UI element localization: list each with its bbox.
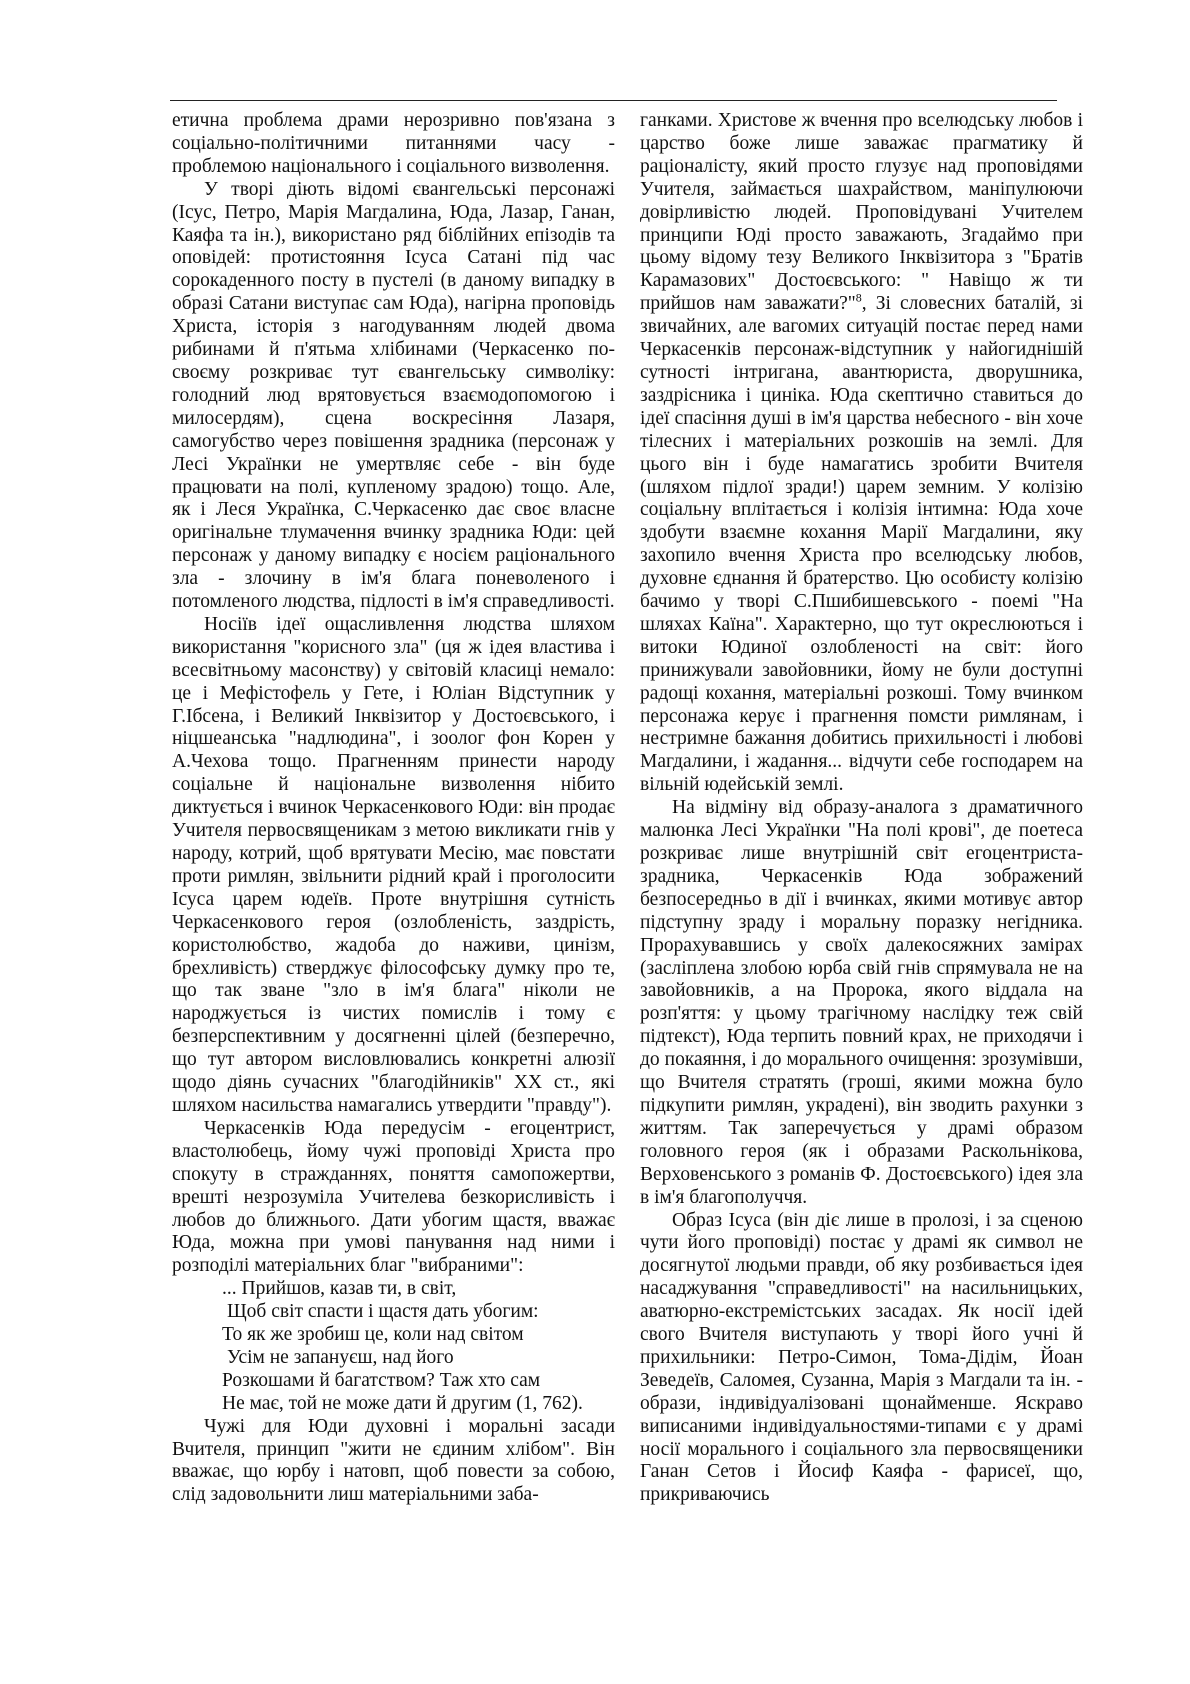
paragraph: [640, 110, 1083, 797]
verse-line: Усім не запануєш, над його: [227, 1346, 454, 1368]
verse-quote: [222, 1278, 615, 1415]
paragraph: Образ Ісуса (він діє лише в пролозі, і за сценою чути його проповіді) постає у драмі як символ не досягнутої людьми правди, об яку розбивається ідея насаджування "справедливості" на насильницьких, аватюрно-екстремістських засадах. Як носії ідей свого Вчителя виступають у творі його учні й прихильники: Петро-Симон, Тома-Дідім, Йоан Зеведеїв, Саломея, Сузанна, Марія з Магдали та ін. - образи, індивідуалізовані щонайменше. Яскраво виписаними індивідуальностями-типами є у драмі носії морального і соціального зла первосвященики Ганан Сетов і Йосиф Каяфа - фарисеї, що, прикриваючись: [640, 1209, 1083, 1506]
paragraph-text: , Зі словесних баталій, зі звичайних, але вагомих ситуацій постає перед нами Черкасенків персонаж-відступник у найогиднішій сутності інтригана, авантюриста, дворушника, заздрісника і циніка. Юда скептично ставиться до ідеї спасіння душі в ім'я царства небесного - він хоче тілесних і матеріальних розкошів на землі. Для цього він і буде намагатись зробити Вчителя (шляхом підлої зради!) царем земним. У колізію соціальну вплітається і колізія інтимна: Юда хоче здобути взаємне кохання Марії Магдалини, яку захопило вчення Христа про вселюдську любов, духовне єднання й братерство. Цю особисту колізію бачимо у творі С.Пшибишевського - поемі "На шляхах Каїна". Характерно, що тут окреслюються і витоки Юдиної озлобленості на світ: його принижували завойовники, йому не були доступні радощі кохання, матеріальні розкоші. Тому вчинком персонажа керує і прагнення помсти римлянам, і нестримне бажання добитись прихильності і любові Магдалини, і жадання... відчути себе господарем на вільній юдейській землі.: [640, 293, 1083, 796]
paragraph: Чужі для Юди духовні і моральні засади Вчителя, принцип "жити не єдиним хлібом". Він вважає, що юрбу і натовп, щоб повести за собою, слід задовольнити лиш матеріальними заба-: [172, 1415, 615, 1506]
paragraph: Носіїв ідеї ощасливлення людства шляхом використання "корисного зла" (ця ж ідея властива і всесвітньому масонству) у світовій класиці немало: це і Мефістофель у Гете, і Юліан Відступник у Г.Ібсена, і Великий Інквізитор у Достоєвського, і ніцшеанська "надлюдина", і зоолог фон Корен у А.Чехова тощо. Прагненням принести народу соціальне й національне визволення нібито диктується і вчинок Черкасенкового Юди: він продає Учителя первосвященикам з метою викликати гнів у народу, котрий, щоб врятувати Месію, має повстати проти римлян, звільнити рідний край і проголосити Ісуса царем юдеїв. Проте внутрішня сутність Черкасенкового героя (озлобленість, заздрість, користолюбство, жадоба до наживи, цинізм, брехливість) стверджує філософську думку про те, що так зване "зло в ім'я блага" ніколи не народжується із чистих помислів і тому є безперспективним у досягненні цілей (безперечно, що тут автором висловлювались конкретні алюзії щодо діянь сучасних "благодійників" XX ст., які шляхом насильства намагались утвердити "правду").: [172, 613, 615, 1116]
paragraph: Черкасенків Юда передусім - егоцентрист, властолюбець, йому чужі проповіді Христа про спокуту в стражданнях, поняття самопожертви, врешті незрозуміла Учителева безкорисливість і любов до ближнього. Дати убогим щастя, вважає Юда, можна при умові панування над ними і розподілі матеріальних благ "вибраними":: [172, 1117, 615, 1277]
header-rule: [170, 100, 1057, 101]
verse-line: То як же зробиш це, коли над світом: [222, 1324, 524, 1346]
right-column: [640, 110, 1083, 1507]
paragraph: етична проблема драми нерозривно пов'язана з соціально-політичними питаннями часу - проблемою національного і соціального визволення.: [172, 110, 615, 177]
verse-line: ... Прийшов, казав ти, в світ,: [222, 1278, 457, 1300]
paragraph-text: ганками. Христове ж вчення про вселюдську любов і царство боже лише заважає прагматику й раціоналісту, який просто глузує над проповідями Учителя, займається шахрайством, маніпулюючи довірливістю людей. Проповідувані Учителем принципи Юді просто заважають, Згадаймо при цьому відому тезу Великого Інквізитора з "Братів Карамазових" Достоєвського: " Навіщо ж ти прийшов нам заважати?": [640, 110, 1083, 315]
paragraph: На відміну від образу-аналога з драматичного малюнка Лесі Українки "На полі крові", де поетеса розкриває лише внутрішній світ егоцентриста-зрадника, Черкасенків Юда зображений безпосередньо в дії і вчинках, якими мотивує автор підступну зраду і моральну поразку негідника. Прорахувавшись у своїх далекосяжних замірах (засліплена злобою юрба свій гнів спрямувала не на завойовників, а на Пророка, якого віддала на розп'яття: у цьому трагічному наслідку теж свій підтекст), Юда терпить повний крах, не приходячи і до покаяння, і до морального очищення: зрозумівши, що Вчителя стратять (гроші, якими можна було підкупити римлян, украдені), він зводить рахунки з життям. Так заперечується у драмі образом головного героя (як і образами Раскольнікова, Верховенського з романів Ф. Достоєвського) ідея зла в ім'я благополуччя.: [640, 797, 1083, 1208]
footnote-reference: 8: [855, 290, 862, 305]
verse-line: Не має, той не може дати й другим (1, 762).: [222, 1392, 583, 1414]
verse-line: Щоб світ спасти і щастя дать убогим:: [227, 1301, 539, 1323]
verse-line: Розкошами й багатством? Таж хто сам: [222, 1369, 541, 1391]
paragraph: У творі діють відомі євангельські персонажі (Ісус, Петро, Марія Магдалина, Юда, Лазар, Ганан, Каяфа та ін.), використано ряд біблійних епізодів та оповідей: протистояння Ісуса Сатані під час сорокаденного посту в пустелі (в даному випадку в образі Сатани виступає сам Юда), нагірна проповідь Христа, історія з нагодуванням людей двома рибинами й п'ятьма хлібинами (Черкасенко по-своєму розкриває тут євангельську символіку: голодний люд врятовується взаємодопомогою і милосердям), сцена воскресіння Лазаря, самогубство через повішення зрадника (персонаж у Лесі Українки не умертвляє себе - він буде працювати на полі, купленому зрадою) тощо. Але, як і Леся Українка, С.Черкасенко дає своє власне оригінальне тлумачення вчинку зрадника Юди: цей персонаж у даному випадку є носієм раціонального зла - злочину в ім'я блага поневоленого і потомленого людства, підлості в ім'я справедливості.: [172, 178, 615, 613]
left-column: [172, 110, 615, 1507]
